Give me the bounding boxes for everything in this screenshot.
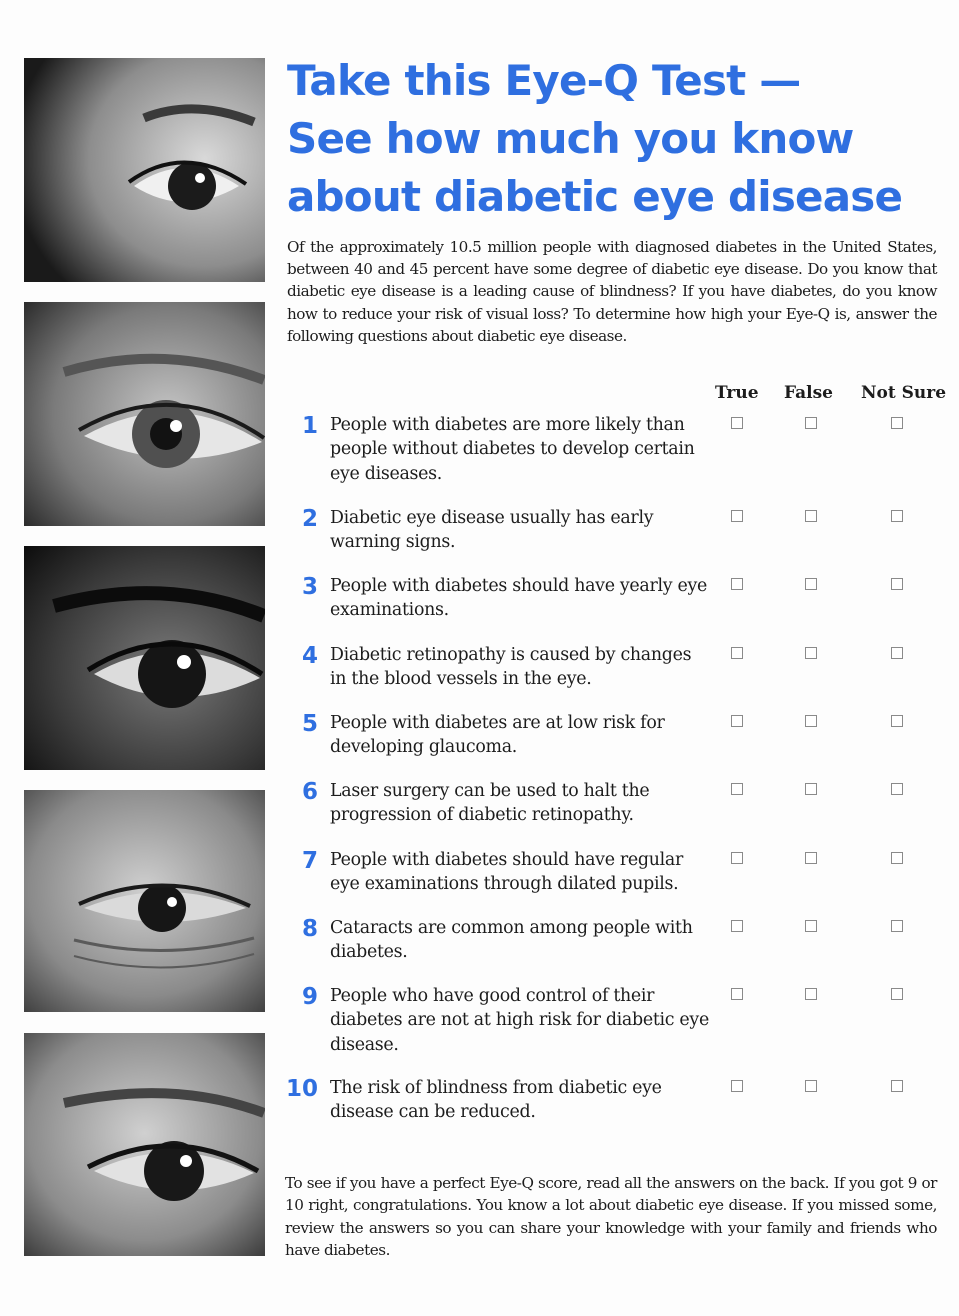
eye-photo-1 [24,58,265,282]
answer-false-checkbox[interactable] [805,920,817,932]
question-text: People with diabetes should have regular eye examinations through dilated pupils. [330,850,683,895]
answer-not-sure-checkbox[interactable] [891,920,903,932]
column-header-true: True [715,383,759,403]
eye-photo-4 [24,790,265,1012]
question-number: 3 [301,574,318,600]
answer-false-checkbox[interactable] [805,715,817,727]
answer-false-checkbox[interactable] [805,1080,817,1092]
answer-true-checkbox[interactable] [731,510,743,522]
answer-not-sure-checkbox[interactable] [891,715,903,727]
answer-not-sure-checkbox[interactable] [891,852,903,864]
answer-true-checkbox[interactable] [731,417,743,429]
answer-not-sure-checkbox[interactable] [891,510,903,522]
answer-false-checkbox[interactable] [805,417,817,429]
answer-not-sure-checkbox[interactable] [891,647,903,659]
question-number: 2 [301,506,318,532]
answer-not-sure-checkbox[interactable] [891,417,903,429]
answer-true-checkbox[interactable] [731,578,743,590]
answer-true-checkbox[interactable] [731,715,743,727]
question-number: 10 [285,1076,318,1102]
answer-true-checkbox[interactable] [731,988,743,1000]
question-number: 4 [301,643,318,669]
question-number: 9 [301,984,318,1010]
title-line-2: See how much you know [287,114,854,163]
answer-not-sure-checkbox[interactable] [891,988,903,1000]
question-number: 7 [301,848,318,874]
question-text: Laser surgery can be used to halt the progression of diabetic retinopathy. [330,781,650,826]
eye-photo-2 [24,302,265,526]
answer-false-checkbox[interactable] [805,988,817,1000]
answer-true-checkbox[interactable] [731,647,743,659]
answer-not-sure-checkbox[interactable] [891,1080,903,1092]
eye-photo-3 [24,546,265,770]
answer-false-checkbox[interactable] [805,647,817,659]
answer-false-checkbox[interactable] [805,510,817,522]
column-header-false: False [784,383,833,403]
answer-false-checkbox[interactable] [805,578,817,590]
question-text: People with diabetes are at low risk for developing glaucoma. [330,713,665,758]
question-text: People with diabetes are more likely than people without diabetes to develop certain eye diseases. [330,415,695,484]
answer-not-sure-checkbox[interactable] [891,578,903,590]
question-text: Diabetic eye disease usually has early warning signs. [330,508,654,553]
question-text: People who have good control of their diabetes are not at high risk for diabetic eye disease. [330,986,709,1055]
question-text: Cataracts are common among people with diabetes. [330,918,693,963]
question-number: 1 [301,413,318,439]
answer-false-checkbox[interactable] [805,852,817,864]
answer-not-sure-checkbox[interactable] [891,783,903,795]
answer-true-checkbox[interactable] [731,852,743,864]
page-title [287,52,947,226]
title-line-1: Take this Eye-Q Test — [287,56,801,105]
question-number: 8 [301,916,318,942]
answer-true-checkbox[interactable] [731,1080,743,1092]
title-line-3: about diabetic eye disease [287,172,903,221]
column-header-not-sure: Not Sure [861,383,947,403]
question-number: 6 [301,779,318,805]
eye-photo-5 [24,1033,265,1256]
answer-true-checkbox[interactable] [731,920,743,932]
answer-true-checkbox[interactable] [731,783,743,795]
intro-paragraph: Of the approximately 10.5 million people with diagnosed diabetes in the United States, between 40 and 45 percent have some degree of diabetic eye disease. Do you know that diabetic eye disease is a leading cause of blindness? If you have diabetes, do you know how to reduce your risk of visual loss? To determine how high your Eye-Q is, answer the following questions about diabetic eye disease. [287,238,937,345]
closing-paragraph: To see if you have a perfect Eye-Q score, read all the answers on the back. If you got 9 or 10 right, congratulations. You know a lot about diabetic eye disease. If you missed some, review the answers so you can share your knowledge with your family and friends who have diabetes. [285,1174,937,1260]
answer-false-checkbox[interactable] [805,783,817,795]
question-text: The risk of blindness from diabetic eye disease can be reduced. [330,1078,662,1123]
question-text: People with diabetes should have yearly eye examinations. [330,576,708,621]
question-text: Diabetic retinopathy is caused by changes in the blood vessels in the eye. [330,645,692,690]
question-number: 5 [301,711,318,737]
